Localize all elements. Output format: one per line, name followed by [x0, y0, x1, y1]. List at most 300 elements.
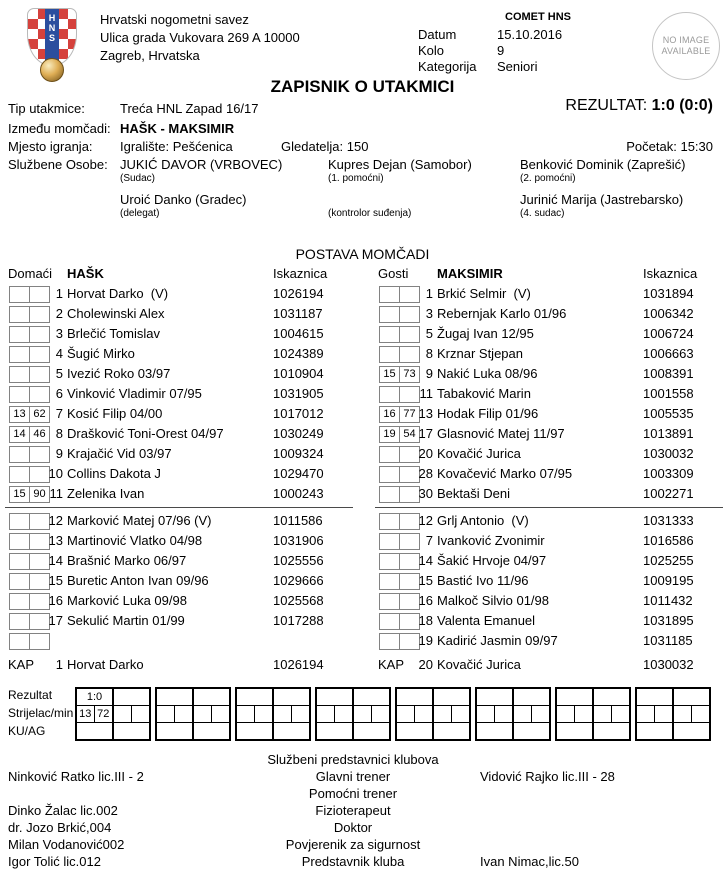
lineup-header	[5, 264, 353, 284]
player-row	[5, 284, 353, 304]
player-row	[375, 484, 723, 504]
date-value: 15.10.2016	[497, 27, 563, 42]
sub-in-number-box	[379, 513, 400, 530]
score-result-cell	[237, 689, 272, 706]
lineups-section-title: POSTAVA MOMČADI	[295, 246, 430, 262]
card-column-header: Iskaznica	[273, 266, 328, 281]
ku-ag-cell	[354, 723, 389, 739]
home-representative: Ninković Ratko lic.III - 2	[8, 769, 144, 784]
score-column	[237, 689, 272, 739]
scorer-number-cell	[157, 706, 175, 722]
home-representative: Dinko Žalac lic.002	[8, 803, 118, 818]
category-value: Seniori	[497, 59, 538, 74]
player-row	[5, 511, 353, 531]
sub-in-number-box	[9, 286, 30, 303]
score-group	[155, 687, 231, 741]
scorer-number-cell	[594, 706, 612, 722]
sub-in-number-box	[9, 513, 30, 530]
card-number: 1013891	[643, 426, 694, 441]
card-number: 1004615	[273, 326, 324, 341]
shirt-number: 30	[418, 486, 433, 501]
scorer-number-cell	[397, 706, 415, 722]
player-row	[5, 551, 353, 571]
crest-band	[45, 9, 59, 65]
score-mid-cell	[77, 706, 112, 723]
score-column	[512, 689, 549, 739]
representative-role: Fizioterapeut	[315, 803, 391, 818]
ku-ag-cell	[557, 723, 592, 739]
captain-row	[375, 655, 723, 675]
player-row	[375, 551, 723, 571]
card-number: 1031895	[643, 613, 694, 628]
starters-subs-divider	[375, 507, 723, 508]
player-name: Krajačić Vid 03/97	[67, 446, 172, 461]
shirt-number: 20	[418, 446, 433, 461]
card-number: 1016586	[643, 533, 694, 548]
official-name	[328, 192, 520, 207]
score-mid-cell	[514, 706, 549, 723]
player-name: Kovačić Jurica	[437, 657, 521, 672]
scorer-number-cell	[514, 706, 532, 722]
official-cell	[328, 192, 520, 220]
shirt-number: 13	[48, 533, 63, 548]
sub-in-number-box	[379, 346, 400, 363]
ku-ag-cell	[477, 723, 512, 739]
score-result-cell	[157, 689, 192, 706]
shirt-number: 17	[48, 613, 63, 628]
home-representative: Milan Vodanović002	[8, 837, 125, 852]
player-row	[5, 571, 353, 591]
player-name: Krznar Stjepan	[437, 346, 523, 361]
sub-in-number-box: 15	[9, 486, 30, 503]
ku-ag-cell	[114, 723, 149, 739]
home-representative: dr. Jozo Brkić,004	[8, 820, 112, 835]
shirt-number: 9	[55, 446, 63, 461]
card-number: 1029666	[273, 573, 324, 588]
player-name: Kovačević Marko 07/95	[437, 466, 573, 481]
card-number: 1017012	[273, 406, 324, 421]
score-row-label-result: Rezultat	[8, 688, 53, 702]
scorer-minute-cell	[132, 706, 150, 722]
scorer-number-cell	[674, 706, 692, 722]
kickoff-time: Početak: 15:30	[626, 139, 713, 154]
crest-letter: N	[48, 23, 56, 33]
score-group	[555, 687, 631, 741]
official-role: (2. pomoćni)	[520, 173, 576, 184]
official-name: Uroić Danko (Gradec)	[120, 192, 247, 207]
sub-in-number-box: 15	[379, 366, 400, 383]
player-name: Zelenika Ivan	[67, 486, 145, 501]
sub-in-number-box	[379, 553, 400, 570]
scorer-number-cell	[434, 706, 452, 722]
scorer-minute-cell	[372, 706, 390, 722]
player-row	[5, 484, 353, 504]
card-number: 1025568	[273, 593, 324, 608]
shirt-number: 6	[55, 386, 63, 401]
card-number: 1002271	[643, 486, 694, 501]
shirt-number: 5	[425, 326, 433, 341]
representative-role: Glavni trener	[315, 769, 391, 784]
shirt-number: 5	[55, 366, 63, 381]
player-row	[375, 531, 723, 551]
score-column	[112, 689, 149, 739]
shirt-number: 3	[425, 306, 433, 321]
score-column	[157, 689, 192, 739]
card-number: 1029470	[273, 466, 324, 481]
card-number: 1030032	[643, 446, 694, 461]
card-number: 1001558	[643, 386, 694, 401]
card-number: 1026194	[273, 286, 324, 301]
shirt-number: 11	[419, 386, 433, 401]
side-label: Domaći	[8, 266, 53, 281]
score-mid-cell	[157, 706, 192, 723]
official-role: (1. pomoćni)	[328, 173, 384, 184]
player-name: Tabaković Marin	[437, 386, 531, 401]
card-number: 1017288	[273, 613, 324, 628]
sub-in-number-box	[379, 386, 400, 403]
score-mid-cell	[434, 706, 469, 723]
score-column	[432, 689, 469, 739]
scorer-minute-cell	[335, 706, 353, 722]
scorer-number-cell	[637, 706, 655, 722]
meta-row-date	[418, 27, 562, 43]
official-name: Jurinić Marija (Jastrebarsko)	[520, 192, 684, 207]
score-table	[75, 687, 711, 741]
player-name: Brkić Selmir (V)	[437, 286, 531, 301]
sub-minute-box: 77	[399, 406, 420, 423]
score-row-label-scorer: Strijelac/min	[8, 706, 74, 720]
player-row	[375, 444, 723, 464]
player-name: Hodak Filip 01/96	[437, 406, 539, 421]
representative-row	[0, 820, 725, 837]
sub-in-number-box	[9, 306, 30, 323]
hns-crest-logo	[26, 8, 78, 84]
official-name: Kupres Dejan (Samobor)	[328, 157, 472, 172]
scorer-minute-cell	[415, 706, 433, 722]
card-number: 1031906	[273, 533, 324, 548]
player-name: Malkoč Silvio 01/98	[437, 593, 549, 608]
shirt-number: 12	[48, 513, 63, 528]
sub-in-number-box	[9, 573, 30, 590]
sub-in-number-box	[9, 346, 30, 363]
player-row	[375, 631, 723, 651]
score-group	[235, 687, 311, 741]
scorer-minute-cell	[655, 706, 673, 722]
venue-label: Mjesto igranja:	[8, 139, 93, 154]
player-row	[375, 324, 723, 344]
score-result-cell	[114, 689, 149, 706]
card-number: 1011432	[643, 593, 693, 608]
sub-in-number-box: 14	[9, 426, 30, 443]
federation-address-block	[100, 11, 300, 65]
scorer-number-cell: 13	[77, 706, 95, 722]
no-image-placeholder	[652, 12, 720, 80]
sub-in-number-box: 16	[379, 406, 400, 423]
score-column	[672, 689, 709, 739]
sub-in-number-box	[9, 593, 30, 610]
card-number: 1003309	[643, 466, 694, 481]
sub-in-number-box	[9, 326, 30, 343]
score-result-cell	[557, 689, 592, 706]
sub-minute-box	[29, 633, 50, 650]
score-mid-cell	[274, 706, 309, 723]
empty-player-row	[5, 631, 353, 651]
shirt-number: 28	[418, 466, 433, 481]
score-result-cell	[194, 689, 229, 706]
player-row	[5, 324, 353, 344]
card-number: 1031185	[643, 633, 693, 648]
player-name: Sekulić Martin 01/99	[67, 613, 185, 628]
score-result-cell: 1:0	[77, 689, 112, 706]
card-number: 1025255	[643, 553, 694, 568]
score-result-cell	[674, 689, 709, 706]
score-result-cell	[434, 689, 469, 706]
player-row	[5, 444, 353, 464]
lineup-header	[375, 264, 723, 284]
shirt-number: 19	[418, 633, 433, 648]
card-number: 1031905	[273, 386, 324, 401]
player-name: Bastić Ivo 11/96	[437, 573, 529, 588]
shirt-number: 2	[55, 306, 63, 321]
score-column	[77, 689, 112, 739]
player-row	[5, 384, 353, 404]
score-mid-cell	[637, 706, 672, 723]
shirt-number: 10	[48, 466, 63, 481]
player-row	[375, 611, 723, 631]
score-mid-cell	[397, 706, 432, 723]
player-row	[5, 304, 353, 324]
shirt-number: 15	[418, 573, 433, 588]
system-label: COMET HNS	[505, 11, 571, 23]
player-row	[5, 531, 353, 551]
officials-label: Službene Osobe:	[8, 157, 108, 172]
sub-in-number-box	[379, 486, 400, 503]
representative-row	[0, 786, 725, 803]
player-row	[375, 364, 723, 384]
score-result-cell	[477, 689, 512, 706]
shirt-number: 16	[48, 593, 63, 608]
player-name: Šakić Hrvoje 04/97	[437, 553, 547, 568]
sub-in-number-box	[9, 366, 30, 383]
scorer-minute-cell	[452, 706, 470, 722]
sub-in-number-box	[379, 613, 400, 630]
scorer-number-cell	[477, 706, 495, 722]
captain-label: KAP	[8, 657, 35, 672]
card-number: 1008391	[643, 366, 694, 381]
ku-ag-cell	[194, 723, 229, 739]
shirt-number: 15	[48, 573, 63, 588]
player-row	[5, 591, 353, 611]
sub-minute-box: 54	[399, 426, 420, 443]
between-teams-label: Između momčadi:	[8, 121, 111, 136]
card-number: 1025556	[273, 553, 324, 568]
card-number: 1031333	[643, 513, 694, 528]
score-column	[592, 689, 629, 739]
scorer-number-cell	[317, 706, 335, 722]
no-image-text-line1: NO IMAGE	[662, 35, 710, 45]
card-number: 1031187	[273, 306, 323, 321]
sub-in-number-box	[379, 446, 400, 463]
federation-address-line1: Ulica grada Vukovara 269 A 10000	[100, 30, 300, 45]
shirt-number: 8	[55, 426, 63, 441]
starters-subs-divider	[5, 507, 353, 508]
shirt-number: 1	[425, 286, 433, 301]
representatives-title: Službeni predstavnici klubova	[267, 752, 439, 767]
score-result-cell	[274, 689, 309, 706]
player-name: Bektaši Deni	[437, 486, 510, 501]
official-name: Benković Dominik (Zaprešić)	[520, 157, 686, 172]
away-team-lineup	[375, 264, 723, 675]
score-row-label-kuag: KU/AG	[8, 724, 46, 738]
scorer-minute-cell	[495, 706, 513, 722]
sub-in-number-box	[379, 573, 400, 590]
shirt-number: 8	[425, 346, 433, 361]
ku-ag-cell	[157, 723, 192, 739]
club-representatives-section	[0, 752, 725, 871]
document-title: ZAPISNIK O UTAKMICI	[270, 77, 455, 96]
card-number: 1006342	[643, 306, 694, 321]
player-name: Drašković Toni-Orest 04/97	[67, 426, 224, 441]
sub-in-number-box	[379, 633, 400, 650]
scorer-minute-cell	[612, 706, 630, 722]
captain-row	[5, 655, 353, 675]
card-number: 1031894	[643, 286, 694, 301]
result-value: 1:0 (0:0)	[651, 97, 713, 114]
representative-row	[0, 769, 725, 786]
shirt-number: 13	[418, 406, 433, 421]
score-mid-cell	[114, 706, 149, 723]
representatives-rows	[0, 769, 725, 871]
player-row	[375, 511, 723, 531]
sub-in-number-box	[379, 306, 400, 323]
captain-label: KAP	[378, 657, 405, 672]
score-column	[352, 689, 389, 739]
score-group	[635, 687, 711, 741]
player-row	[5, 404, 353, 424]
ku-ag-cell	[77, 723, 112, 739]
shirt-number: 18	[418, 613, 433, 628]
player-row	[5, 344, 353, 364]
card-number: 1011586	[273, 513, 323, 528]
representative-role: Povjerenik za sigurnost	[285, 837, 421, 852]
player-name: Marković Matej 07/96 (V)	[67, 513, 212, 528]
representative-row	[0, 854, 725, 871]
round-label: Kolo	[418, 43, 445, 58]
shirt-number: 14	[418, 553, 433, 568]
shirt-number: 7	[425, 533, 433, 548]
player-row	[375, 404, 723, 424]
shirt-number: 12	[418, 513, 433, 528]
player-row	[5, 424, 353, 444]
official-cell	[120, 192, 328, 220]
officials-grid	[120, 157, 720, 220]
card-number: 1024389	[273, 346, 324, 361]
date-label: Datum	[418, 27, 457, 42]
player-name: Valenta Emanuel	[437, 613, 536, 628]
crest-letter: H	[48, 13, 56, 23]
scorer-minute-cell	[532, 706, 550, 722]
player-row	[375, 571, 723, 591]
shirt-number: 14	[48, 553, 63, 568]
round-value: 9	[497, 43, 505, 58]
score-mid-cell	[674, 706, 709, 723]
representative-role: Predstavnik kluba	[301, 854, 405, 869]
category-label: Kategorija	[418, 59, 477, 74]
sub-in-number-box	[9, 466, 30, 483]
spectators-value: Gledatelja: 150	[281, 139, 369, 154]
sub-in-number-box	[9, 613, 30, 630]
ku-ag-cell	[637, 723, 672, 739]
score-group	[475, 687, 551, 741]
sub-in-number-box	[9, 633, 30, 650]
score-result-cell	[594, 689, 629, 706]
player-row	[5, 464, 353, 484]
player-name: Žugaj Ivan 12/95	[437, 326, 534, 341]
player-row	[375, 424, 723, 444]
score-mid-cell	[317, 706, 352, 723]
sub-in-number-box	[9, 553, 30, 570]
team-name: MAKSIMIR	[437, 266, 503, 281]
card-number: 1026194	[273, 657, 324, 672]
ku-ag-cell	[594, 723, 629, 739]
venue-value: Igralište: Pešćenica	[120, 139, 233, 154]
shirt-number: 1	[55, 657, 63, 672]
player-name: Buretic Anton Ivan 09/96	[67, 573, 209, 588]
score-mid-cell	[557, 706, 592, 723]
score-group	[75, 687, 151, 741]
score-mid-cell	[354, 706, 389, 723]
representative-role: Doktor	[333, 820, 373, 835]
player-name: Nakić Luka 08/96	[437, 366, 538, 381]
player-row	[375, 384, 723, 404]
player-name: Ivezić Roko 03/97	[67, 366, 171, 381]
score-column	[477, 689, 512, 739]
away-representative: Ivan Nimac,lic.50	[480, 854, 579, 869]
away-representative: Vidović Rajko lic.III - 28	[480, 769, 615, 784]
official-role: (Sudac)	[120, 173, 156, 184]
match-type-label: Tip utakmice:	[8, 101, 85, 116]
official-role: (4. sudac)	[520, 208, 565, 219]
card-number: 1009324	[273, 446, 324, 461]
player-row	[375, 464, 723, 484]
score-row-labels	[8, 686, 73, 740]
scorer-minute-cell	[255, 706, 273, 722]
scorer-number-cell	[194, 706, 212, 722]
score-group	[395, 687, 471, 741]
sub-in-number-box: 13	[9, 406, 30, 423]
scorer-minute-cell	[575, 706, 593, 722]
ku-ag-cell	[397, 723, 432, 739]
player-name: Cholewinski Alex	[67, 306, 165, 321]
scorer-number-cell	[274, 706, 292, 722]
ku-ag-cell	[434, 723, 469, 739]
score-mid-cell	[477, 706, 512, 723]
official-role: (kontrolor suđenja)	[328, 208, 412, 219]
shirt-number: 9	[425, 366, 433, 381]
card-number: 1000243	[273, 486, 324, 501]
official-cell	[520, 192, 720, 220]
between-teams-value: HAŠK - MAKSIMIR	[120, 121, 235, 136]
score-mid-cell	[237, 706, 272, 723]
sub-minute-box: 90	[29, 486, 50, 503]
ku-ag-cell	[237, 723, 272, 739]
score-result-cell	[637, 689, 672, 706]
player-name: Vinković Vladimir 07/95	[67, 386, 202, 401]
card-number: 1005535	[643, 406, 694, 421]
player-name: Grlj Antonio (V)	[437, 513, 529, 528]
player-name: Horvat Darko (V)	[67, 286, 169, 301]
player-name: Rebernjak Karlo 01/96	[437, 306, 567, 321]
